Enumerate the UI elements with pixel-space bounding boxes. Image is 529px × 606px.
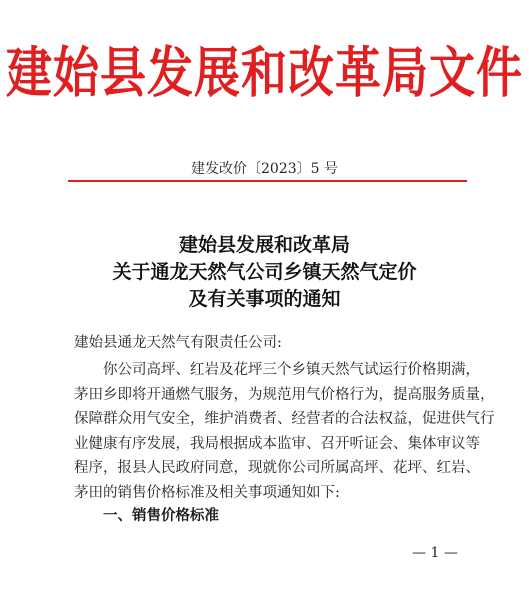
document-number: 建发改价〔2023〕5 号	[191, 161, 338, 177]
page-number: — 1 —	[412, 545, 458, 561]
section-heading: 一、销售价格标准	[103, 508, 219, 524]
body-line: 茅田的销售价格标准及相关事项通知如下:	[74, 484, 340, 501]
body-line: 程序，报县人民政府同意，现就你公司所属高坪、花坪、红岩、	[74, 460, 480, 477]
body-line: 茅田乡即将开通燃气服务，为规范用气价格行为，提高服务质量，	[74, 386, 495, 403]
subject-line-2: 关于通龙天然气公司乡镇天然气定价	[112, 261, 417, 283]
red-separator-rule	[68, 180, 467, 182]
addressee: 建始县通龙天然气有限责任公司:	[74, 335, 282, 351]
subject-line-3: 及有关事项的通知	[188, 288, 341, 310]
body-line: 保障群众用气安全，维护消费者、经营者的合法权益，促进供气行	[74, 411, 495, 428]
issuer-title: 建始县发展和改革局文件	[6, 40, 523, 105]
body-line: 你公司高坪、红岩及花坪三个乡镇天然气试运行价格期满，	[103, 362, 480, 378]
body-paragraph	[74, 358, 495, 506]
document-subject	[0, 232, 529, 313]
body-line: 业健康有序发展，我局根据成本监审、召开听证会、集体审议等	[74, 435, 480, 452]
subject-line-1: 建始县发展和改革局	[178, 234, 350, 256]
